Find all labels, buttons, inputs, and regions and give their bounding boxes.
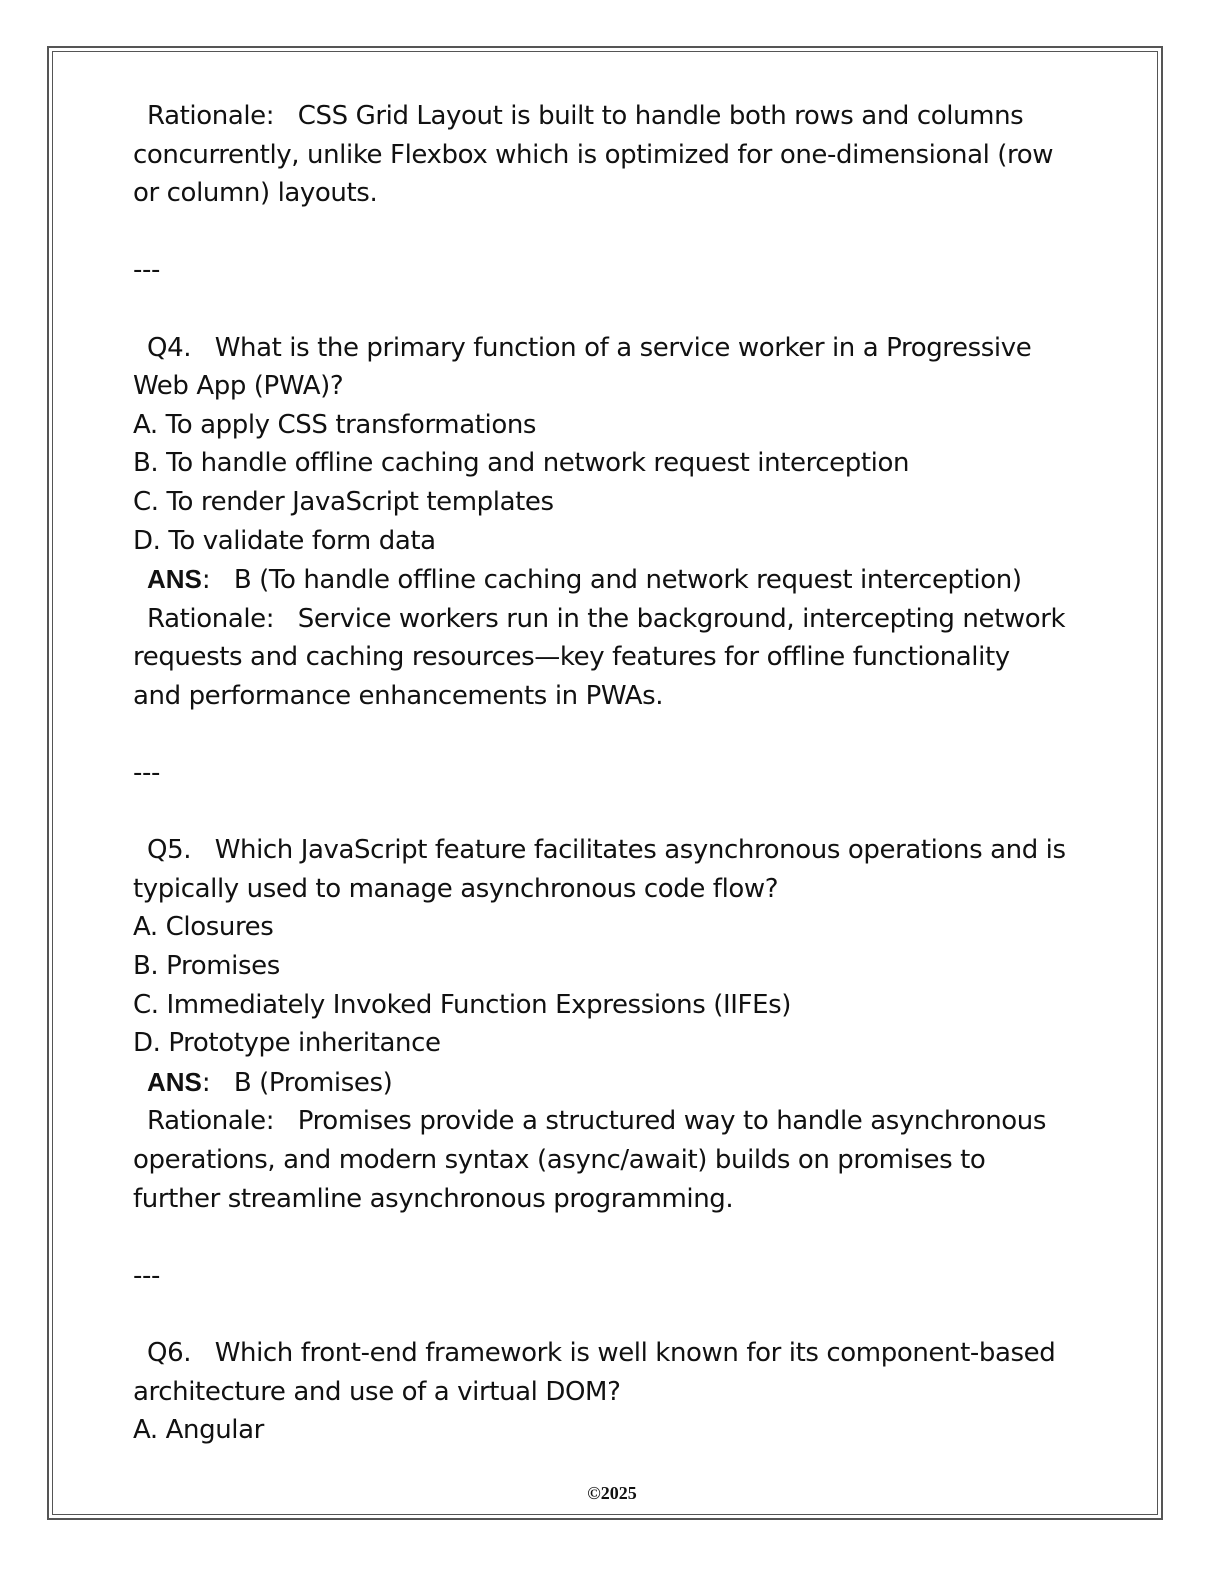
question-q5: [133, 831, 1093, 1218]
rationale-text: Service workers run in the background, intercepting network: [297, 603, 1066, 634]
answer-text: B (To handle offline caching and network request interception): [233, 565, 1022, 596]
rationale-text: CSS Grid Layout is built to handle both rows and columns: [297, 101, 1024, 131]
rationale-text: further streamline asynchronous programming.: [133, 1183, 734, 1214]
document-body: [133, 97, 1093, 1450]
answer-label: ANS: [147, 1066, 202, 1097]
separator: ---: [133, 758, 160, 789]
option-d: D. Prototype inheritance: [133, 1028, 441, 1059]
question-q6: [133, 1334, 1093, 1450]
option-a: A. Angular: [133, 1415, 264, 1446]
option-c: C. To render JavaScript templates: [133, 486, 554, 517]
question-text: Web App (PWA)?: [133, 371, 344, 402]
rationale-label: Rationale:: [147, 1106, 275, 1137]
option-b: B. Promises: [133, 951, 280, 982]
question-number: Q4.: [147, 332, 192, 363]
option-c: C. Immediately Invoked Function Expressions (IIFEs): [133, 989, 792, 1020]
rationale-text: requests and caching resources—key features for offline functionality: [133, 642, 1010, 673]
rationale-text: and performance enhancements in PWAs.: [133, 680, 664, 711]
question-q4: [133, 329, 1093, 716]
rationale-label: Rationale:: [147, 603, 275, 634]
option-a: A. To apply CSS transformations: [133, 409, 537, 440]
question-text: typically used to manage asynchronous code flow?: [133, 873, 779, 904]
answer-text: B (Promises): [233, 1067, 393, 1098]
question-text: Which JavaScript feature facilitates asynchronous operations and is: [214, 835, 1066, 866]
question-number: Q6.: [147, 1338, 192, 1368]
copyright-footer: ©2025: [587, 1483, 637, 1503]
answer-line: ANS: B (To handle offline caching and network request interception): [147, 564, 1022, 596]
option-a: A. Closures: [133, 912, 274, 943]
answer-line: ANS: B (Promises): [147, 1066, 393, 1098]
question-text: architecture and use of a virtual DOM?: [133, 1376, 621, 1407]
rationale-text: operations, and modern syntax (async/await) builds on promises to: [133, 1145, 986, 1176]
separator: ---: [133, 255, 160, 286]
question-text: Which front-end framework is well known for its component-based: [214, 1338, 1056, 1368]
question-number: Q5.: [147, 835, 192, 866]
rationale-text: or column) layouts.: [133, 178, 378, 209]
option-b: B. To handle offline caching and network request interception: [133, 448, 910, 479]
answer-label: ANS: [147, 564, 202, 595]
separator: ---: [133, 1260, 160, 1291]
rationale-q3: [133, 97, 1093, 213]
rationale-text: concurrently, unlike Flexbox which is optimized for one-dimensional (row: [133, 139, 1054, 170]
rationale-text: Promises provide a structured way to handle asynchronous: [297, 1106, 1047, 1137]
question-text: What is the primary function of a service worker in a Progressive: [214, 332, 1032, 363]
option-d: D. To validate form data: [133, 525, 436, 556]
rationale-label: Rationale:: [147, 101, 275, 131]
